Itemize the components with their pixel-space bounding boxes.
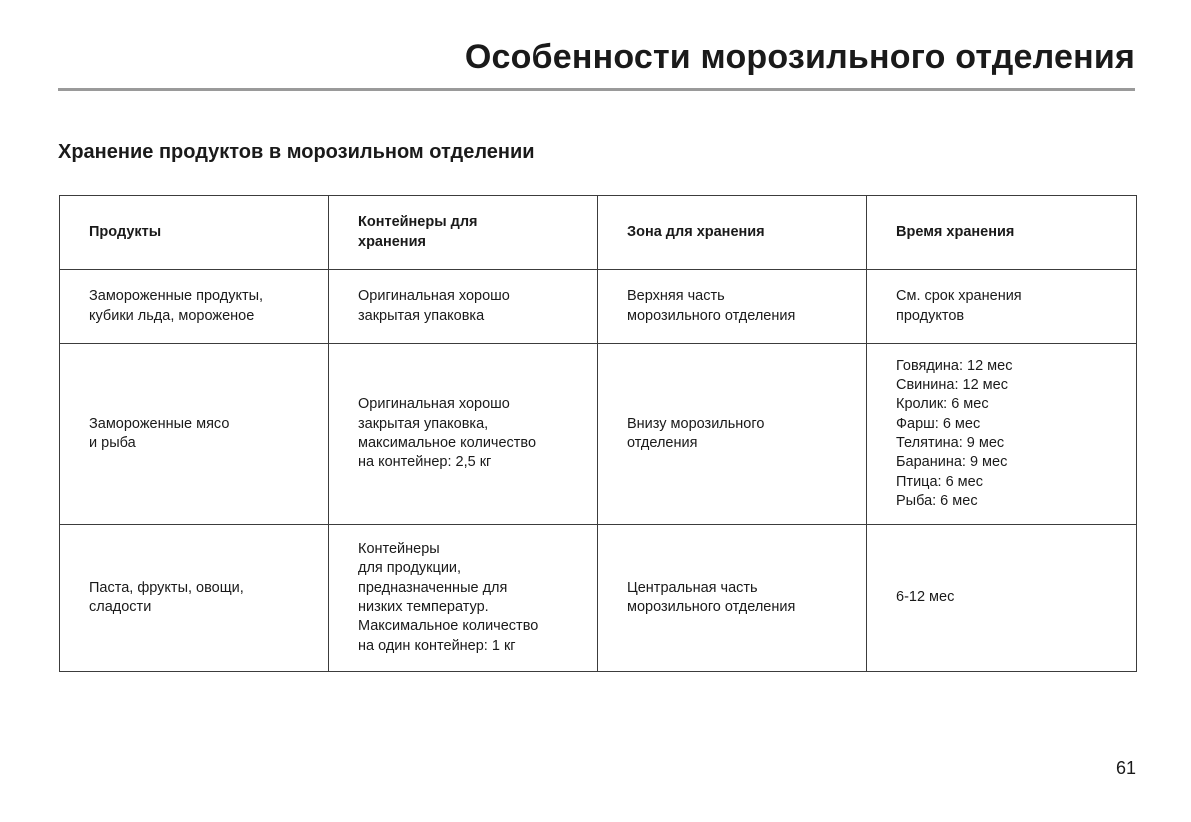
page-number: 61 xyxy=(1115,758,1136,778)
cell-line: закрытая упаковка xyxy=(358,307,485,324)
cell-line: морозильного отделения xyxy=(627,599,796,615)
title-divider xyxy=(58,88,1135,91)
cell-line: Рыба: 6 мес xyxy=(896,492,978,509)
header-containers-text-line: хранения xyxy=(358,233,426,250)
cell-line: продуктов xyxy=(896,307,965,324)
page-title: Особенности морозильного отделения xyxy=(464,38,1135,76)
cell-containers xyxy=(329,270,598,344)
storage-table xyxy=(59,195,1137,672)
header-containers xyxy=(329,196,598,270)
cell-line: для продукции, xyxy=(358,560,462,577)
cell-line: Контейнеры xyxy=(358,541,440,558)
cell-time xyxy=(867,270,1137,344)
cell-line: максимальное количество xyxy=(358,435,537,451)
cell-line: См. срок хранения xyxy=(896,288,1022,305)
cell-line: Замороженные продукты, xyxy=(89,288,264,305)
cell-zone xyxy=(598,525,867,672)
section-heading: Хранение продуктов в морозильном отделении xyxy=(58,141,535,163)
cell-containers xyxy=(329,525,598,672)
header-containers-text-line: Контейнеры для xyxy=(358,214,478,231)
header-products xyxy=(60,196,329,270)
cell-products xyxy=(60,525,329,672)
table-row xyxy=(60,344,1137,525)
cell-line: Свинина: 12 мес xyxy=(896,377,1008,394)
cell-line: на один контейнер: 1 кг xyxy=(358,637,516,654)
cell-line: морозильного отделения xyxy=(627,307,796,324)
cell-line: Максимальное количество xyxy=(358,618,539,635)
cell-zone xyxy=(598,344,867,525)
header-zone-text: Зона для хранения xyxy=(627,223,765,240)
cell-zone xyxy=(598,270,867,344)
header-time xyxy=(867,196,1137,270)
table-row xyxy=(60,270,1137,344)
cell-line: Замороженные мясо xyxy=(89,415,230,432)
cell-line: Верхняя часть xyxy=(627,288,725,305)
cell-line: Кролик: 6 мес xyxy=(896,396,989,413)
cell-line: отделения xyxy=(627,435,698,451)
cell-line: кубики льда, мороженое xyxy=(89,307,255,324)
header-time-text: Время хранения xyxy=(896,223,1015,240)
cell-line: Центральная часть xyxy=(627,579,758,596)
cell-line: и рыба xyxy=(89,435,136,451)
cell-line: низких температур. xyxy=(358,599,489,615)
cell-products xyxy=(60,344,329,525)
cell-containers xyxy=(329,344,598,525)
table-header-row xyxy=(60,196,1137,270)
cell-line: закрытая упаковка, xyxy=(358,415,489,432)
cell-line: Оригинальная хорошо xyxy=(358,288,510,305)
cell-line: Внизу морозильного xyxy=(627,415,765,432)
cell-time xyxy=(867,525,1137,672)
cell-line: Оригинальная хорошо xyxy=(358,396,510,413)
cell-line: сладости xyxy=(89,599,152,615)
header-products-text: Продукты xyxy=(89,223,162,240)
cell-line: предназначенные для xyxy=(358,579,508,596)
table-row xyxy=(60,525,1137,672)
cell-line: на контейнер: 2,5 кг xyxy=(358,454,492,471)
cell-line: Птица: 6 мес xyxy=(896,473,983,490)
cell-line: Баранина: 9 мес xyxy=(896,454,1008,471)
cell-line: Фарш: 6 мес xyxy=(896,415,981,432)
cell-time xyxy=(867,344,1137,525)
header-zone xyxy=(598,196,867,270)
cell-line: Говядина: 12 мес xyxy=(896,357,1013,374)
cell-line: Паста, фрукты, овощи, xyxy=(89,579,244,596)
cell-products xyxy=(60,270,329,344)
cell-line: Телятина: 9 мес xyxy=(896,435,1005,451)
cell-line: 6-12 мес xyxy=(896,589,955,606)
